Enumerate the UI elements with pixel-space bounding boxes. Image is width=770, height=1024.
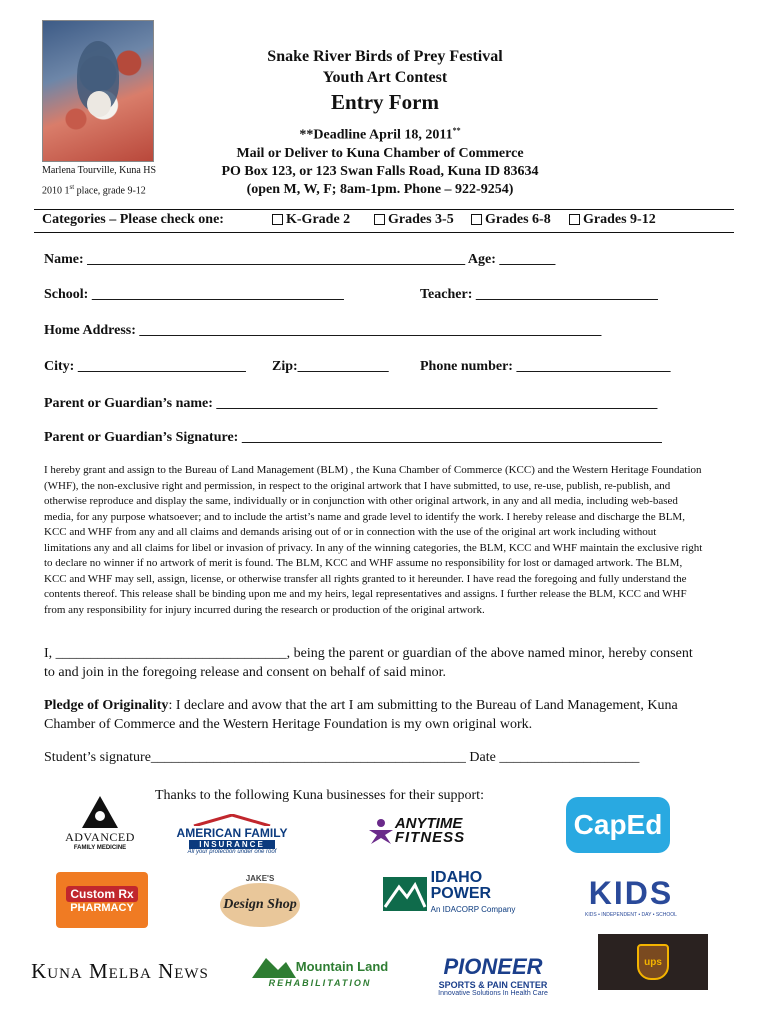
consent-text: I, _________________________________, being the parent or guardian of the above named minor, hereby consent to and join in the foregoing release and consent on behalf of said minor. bbox=[44, 646, 693, 680]
category-3-5[interactable]: Grades 3-5 bbox=[374, 212, 454, 228]
mountain-icon bbox=[383, 877, 427, 911]
name-age-field[interactable]: Name: ______________________________________________________ Age: ________ bbox=[44, 252, 556, 267]
pledge-text: Pledge of Originality: I declare and avow that the art I am submitting to the Bureau of Land Management, Kuna Chamber of Commerce and the Western Heritage Foundation is my own original work. bbox=[44, 698, 678, 732]
advanced-family-medicine-logo: ADVANCED FAMILY MEDICINE bbox=[55, 783, 145, 861]
sunburst-icon bbox=[80, 794, 120, 830]
kuna-melba-news-logo: Kuna Melba News bbox=[31, 958, 209, 983]
roof-icon bbox=[192, 814, 272, 826]
school-field[interactable]: School: ____________________________________ bbox=[44, 287, 344, 302]
city-field[interactable]: City: ________________________ bbox=[44, 359, 246, 374]
mountain-land-logo: Mountain Land REHABILITATION bbox=[238, 948, 402, 994]
design-shop-logo: JAKE'S Design Shop bbox=[210, 866, 310, 934]
caped-logo: CapEd bbox=[566, 797, 670, 853]
student-signature-field[interactable]: Student’s signature_____________________________________________ Date ____________________ bbox=[44, 750, 640, 765]
artwork-image bbox=[42, 20, 154, 162]
guardian-name-field[interactable]: Parent or Guardian’s name: _______________________________________________________________ bbox=[44, 396, 658, 411]
sponsors-heading: Thanks to the following Kuna businesses for their support: bbox=[155, 788, 484, 803]
page-title: Entry Form bbox=[331, 90, 439, 114]
place-caption: 2010 1st place, grade 9-12 bbox=[42, 183, 146, 197]
checkbox-icon[interactable] bbox=[374, 214, 385, 225]
hills-icon bbox=[252, 954, 296, 978]
idaho-power-logo: IDAHO POWER An IDACORP Company bbox=[374, 868, 524, 920]
home-address-field[interactable]: Home Address: __________________________________________________________________ bbox=[44, 323, 602, 338]
pioneer-sports-logo: PIONEER SPORTS & PAIN CENTER Innovative Solutions In Health Care bbox=[438, 953, 548, 997]
phone-field[interactable]: Phone number: ______________________ bbox=[420, 359, 671, 374]
release-text: I hereby grant and assign to the Bureau of Land Management (BLM) , the Kuna Chamber of Commerce (KCC) and the Western Heritage Foundation (WHF), the non-exclusive right and permission, in respect to the original artwork that I have submitted, to use, re-use, publish, re-publish, and otherwise reproduce and display the same, individually or in conjunction with other original artwork, in any and all media, including web-based media, for any purpose whatsoever; and to include the artist’s name and grade level to identify the work. I hereby release and discharge the BLM, KCC and WHF from any and all claims and demands arising out of or in connection with the use of the original art work including without limitations any and all claims for libel or invasion of privacy. In any of the winning categories, the BLM, KCC and WHF maintain the exclusive right to declare no winner if no artwork of merit is found. The BLM, KCC and WHF assume no responsibility for lost or damaged artwork. The BLM, KCC and WHF may sell, assign, license, or otherwise transfer all rights granted to it hereunder. I have read the foregoing and fully understand the contents thereof. This release shall be binding upon me and my heirs, legal representatives and assigns. I further release the BLM, KCC and WHF from any responsibility for injury incurred during the research or production of the original artwork. bbox=[44, 464, 703, 616]
teacher-field[interactable]: Teacher: __________________________ bbox=[420, 287, 658, 302]
custom-rx-pharmacy-logo: Custom Rx PHARMACY bbox=[56, 872, 148, 928]
checkbox-icon[interactable] bbox=[569, 214, 580, 225]
american-family-logo: AMERICAN FAMILY INSURANCE All your protection under one roof bbox=[168, 808, 296, 860]
running-figure-icon bbox=[367, 818, 395, 844]
owl-face bbox=[87, 91, 111, 117]
category-k2[interactable]: K-Grade 2 bbox=[272, 212, 350, 228]
guardian-signature-field[interactable]: Parent or Guardian’s Signature: ____________________________________________________________ bbox=[44, 430, 662, 445]
category-9-12[interactable]: Grades 9-12 bbox=[569, 212, 656, 228]
contest-title: Youth Art Contest bbox=[322, 69, 448, 86]
hours-line: (open M, W, F; 8am-1pm. Phone – 922-9254) bbox=[246, 182, 514, 197]
category-6-8[interactable]: Grades 6-8 bbox=[471, 212, 551, 228]
kids-school-logo: KIDS KIDS • INDEPENDENT • DAY • SCHOOL bbox=[585, 874, 677, 918]
address-line: PO Box 123, or 123 Swan Falls Road, Kuna ID 83634 bbox=[221, 164, 539, 179]
artist-caption: Marlena Tourville, Kuna HS bbox=[42, 165, 157, 176]
deadline: **Deadline April 18, 2011** bbox=[299, 126, 461, 143]
category-bar bbox=[34, 209, 734, 233]
zip-field[interactable]: Zip:_____________ bbox=[272, 359, 389, 374]
festival-title: Snake River Birds of Prey Festival bbox=[267, 48, 503, 65]
anytime-fitness-logo: ANYTIME FITNESS bbox=[346, 810, 486, 852]
mail-line: Mail or Deliver to Kuna Chamber of Commerce bbox=[236, 146, 524, 161]
checkbox-icon[interactable] bbox=[471, 214, 482, 225]
category-label: Categories – Please check one: bbox=[42, 212, 224, 227]
ups-logo: ups bbox=[598, 934, 708, 990]
checkbox-icon[interactable] bbox=[272, 214, 283, 225]
